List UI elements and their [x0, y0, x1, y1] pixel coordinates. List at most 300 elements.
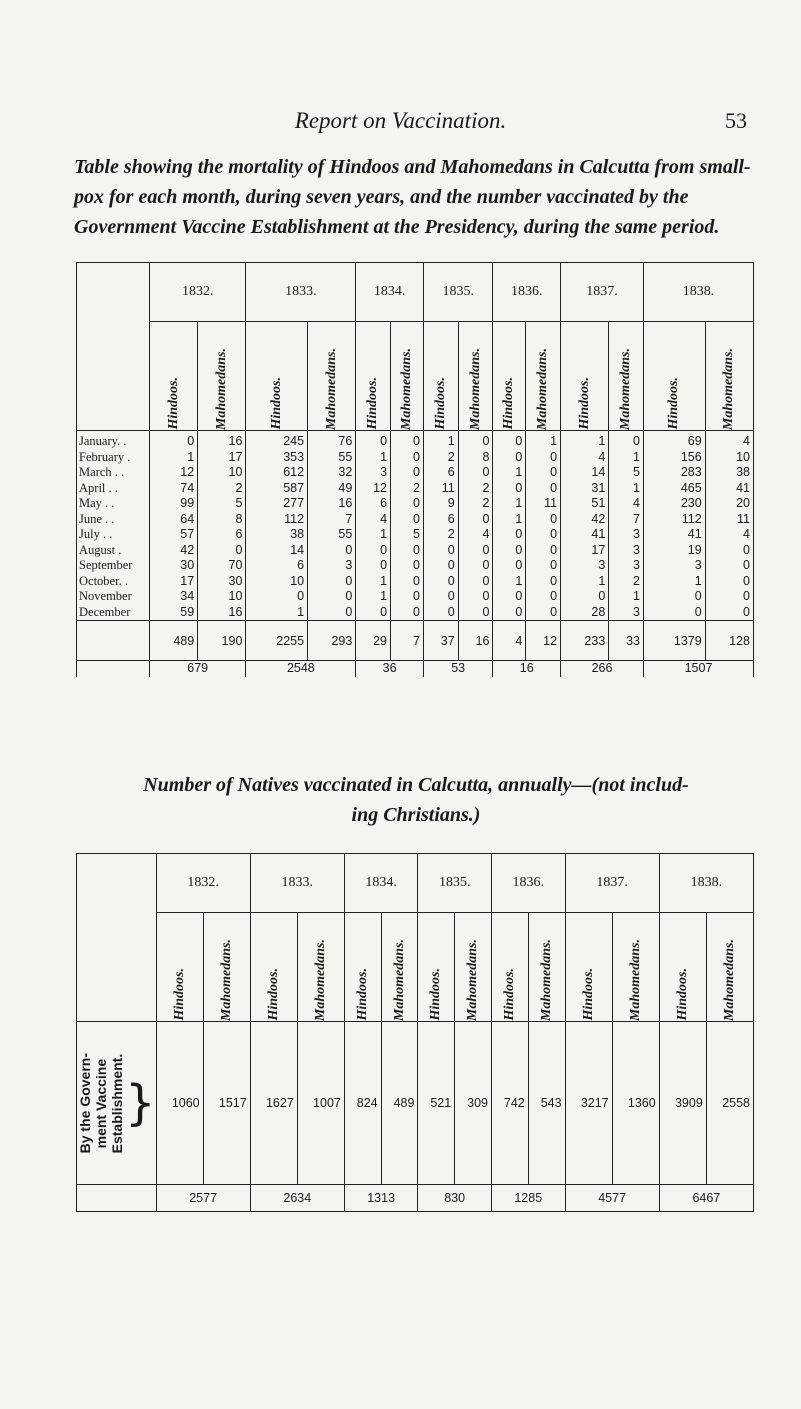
hindoos-header: [423, 322, 458, 431]
table-cell: 12: [150, 465, 198, 481]
year-header: 1833.: [250, 854, 344, 913]
grand-total-cell: 830: [418, 1185, 492, 1212]
table-cell: 3: [561, 558, 609, 574]
grand-total-cell: 2577: [156, 1185, 250, 1212]
subheader-label: Hindoos.: [576, 377, 592, 430]
table-cell: 17: [198, 450, 246, 466]
subheader-label: Mahomedans.: [467, 347, 483, 430]
table-row: [77, 543, 754, 559]
table-cell: 0: [198, 543, 246, 559]
vaccination-table: [76, 853, 754, 1212]
table-cell: 230: [644, 496, 706, 512]
table-cell: 0: [526, 465, 561, 481]
table-cell: 3: [356, 465, 391, 481]
table-cell: 1: [493, 574, 526, 590]
mahomedans-header: [198, 322, 246, 431]
page-number: 53: [725, 108, 747, 133]
table-cell: 2: [458, 496, 493, 512]
table-cell: 0: [458, 543, 493, 559]
year-header: 1832.: [156, 854, 250, 913]
table-cell: 3: [609, 527, 644, 543]
table-cell: 4: [705, 431, 753, 450]
table-cell: 742: [491, 1022, 528, 1185]
table-cell: 0: [458, 589, 493, 605]
table-cell: 1: [561, 431, 609, 450]
mahomedans-header: [391, 322, 424, 431]
grand-total-cell: 53: [423, 661, 492, 677]
grand-totals-label: [77, 1185, 157, 1212]
subheader-label: Hindoos.: [674, 968, 690, 1021]
table-cell: 489: [381, 1022, 418, 1185]
table-cell: 0: [493, 431, 526, 450]
table-cell: 0: [609, 431, 644, 450]
table-cell: 2: [423, 527, 458, 543]
table-cell: 112: [644, 512, 706, 528]
table-cell: 0: [308, 543, 356, 559]
month-label: November: [77, 589, 150, 605]
hindoos-header: [561, 322, 609, 431]
table-cell: 156: [644, 450, 706, 466]
table-cell: 51: [561, 496, 609, 512]
table-cell: 1: [561, 574, 609, 590]
mahomedans-header: [297, 913, 344, 1022]
table-cell: 76: [308, 431, 356, 450]
table-cell: 41: [561, 527, 609, 543]
year-header: 1833.: [246, 263, 356, 322]
month-label: August .: [77, 543, 150, 559]
table-cell: 8: [458, 450, 493, 466]
table-cell: 277: [246, 496, 308, 512]
table-cell: 30: [198, 574, 246, 590]
year-header: 1838.: [644, 263, 754, 322]
table-cell: 824: [344, 1022, 381, 1185]
table-cell: 3: [609, 543, 644, 559]
table-cell: 0: [705, 574, 753, 590]
vaccinated-row: [77, 1022, 754, 1185]
total-cell: 7: [391, 621, 424, 661]
table-cell: 2: [423, 450, 458, 466]
table-cell: 6: [198, 527, 246, 543]
month-label: May . .: [77, 496, 150, 512]
table-cell: 7: [609, 512, 644, 528]
table-cell: 11: [423, 481, 458, 497]
hindoos-header: [246, 322, 308, 431]
table-cell: 0: [458, 465, 493, 481]
table2-caption: [76, 770, 756, 830]
table-cell: 49: [308, 481, 356, 497]
total-cell: 489: [150, 621, 198, 661]
mahomedans-header: [705, 322, 753, 431]
year-header: 1832.: [150, 263, 246, 322]
grand-total-cell: 1507: [644, 661, 754, 677]
subheader-row: [77, 322, 754, 431]
table-cell: 0: [526, 450, 561, 466]
totals-label: [77, 621, 150, 661]
mahomedans-header: [458, 322, 493, 431]
table-cell: 465: [644, 481, 706, 497]
table-cell: 30: [150, 558, 198, 574]
table-cell: 0: [526, 605, 561, 621]
table-cell: 0: [308, 574, 356, 590]
table-cell: 1: [493, 465, 526, 481]
subheader-label: Mahomedans.: [627, 938, 643, 1021]
month-label: March . .: [77, 465, 150, 481]
subheader-label: Mahomedans.: [538, 938, 554, 1021]
table-cell: 309: [455, 1022, 492, 1185]
table-cell: 0: [150, 431, 198, 450]
subheader-label: Hindoos.: [501, 377, 517, 430]
total-cell: 4: [493, 621, 526, 661]
table-cell: 0: [458, 431, 493, 450]
table-cell: 6: [246, 558, 308, 574]
table-cell: 0: [705, 589, 753, 605]
table-cell: 9: [423, 496, 458, 512]
table1-caption: Table showing the mortality of Hindoos and Mahomedans in Calcutta from small-pox for each month, during seven years, and the number vaccinated by the Government Vaccine Establishment at the Presidency, during the same period.: [74, 156, 751, 238]
month-label: February .: [77, 450, 150, 466]
table-row: [77, 496, 754, 512]
table-cell: 283: [644, 465, 706, 481]
subheader-label: Hindoos.: [580, 968, 596, 1021]
table-cell: 0: [391, 605, 424, 621]
table-cell: 1627: [250, 1022, 297, 1185]
table-cell: 16: [198, 431, 246, 450]
table-row: [77, 450, 754, 466]
table-cell: 1: [150, 450, 198, 466]
month-label: April . .: [77, 481, 150, 497]
table-cell: 0: [526, 589, 561, 605]
table-cell: 10: [246, 574, 308, 590]
table-cell: 0: [705, 605, 753, 621]
table-cell: 112: [246, 512, 308, 528]
subheader-label: Hindoos.: [501, 968, 517, 1021]
subheader-label: Mahomedans.: [721, 347, 737, 430]
year-header: 1836.: [491, 854, 565, 913]
table2-caption-line1: Number of Natives vaccinated in Calcutta, annually—(not includ-: [143, 774, 689, 796]
table-row: [77, 589, 754, 605]
table-cell: 0: [308, 605, 356, 621]
hindoos-header: [491, 913, 528, 1022]
table-cell: 5: [391, 527, 424, 543]
table-cell: 612: [246, 465, 308, 481]
table-cell: 12: [356, 481, 391, 497]
table-cell: 14: [561, 465, 609, 481]
table-cell: 1060: [156, 1022, 203, 1185]
mahomedans-header: [308, 322, 356, 431]
mahomedans-header: [526, 322, 561, 431]
mortality-table: [76, 262, 754, 677]
table-cell: 1007: [297, 1022, 344, 1185]
grand-total-cell: 266: [561, 661, 644, 677]
total-cell: 1379: [644, 621, 706, 661]
table-cell: 0: [458, 574, 493, 590]
hindoos-header: [150, 322, 198, 431]
month-label: October. .: [77, 574, 150, 590]
table-cell: 0: [391, 431, 424, 450]
table-cell: 41: [705, 481, 753, 497]
table-cell: 6: [423, 512, 458, 528]
mahomedans-header: [706, 913, 753, 1022]
hindoos-header: [493, 322, 526, 431]
subheader-label: Hindoos.: [428, 968, 444, 1021]
grand-total-cell: 2548: [246, 661, 356, 677]
table-cell: 3: [609, 558, 644, 574]
hindoos-header: [565, 913, 612, 1022]
table-cell: 0: [391, 512, 424, 528]
table-cell: 2: [609, 574, 644, 590]
table-cell: 1517: [203, 1022, 250, 1185]
table-cell: 69: [644, 431, 706, 450]
table-cell: 32: [308, 465, 356, 481]
table-cell: 0: [356, 431, 391, 450]
table-cell: 0: [458, 605, 493, 621]
table-cell: 0: [493, 543, 526, 559]
table-cell: 0: [644, 589, 706, 605]
table-cell: 1: [526, 431, 561, 450]
table-cell: 57: [150, 527, 198, 543]
table-cell: 0: [391, 574, 424, 590]
table-cell: 0: [526, 558, 561, 574]
table-cell: 42: [561, 512, 609, 528]
table2-caption-line2: ing Christians.): [351, 804, 481, 826]
year-header-row: [77, 854, 754, 913]
year-header-row: [77, 263, 754, 322]
table-cell: 1: [609, 481, 644, 497]
table-cell: 0: [526, 574, 561, 590]
table-cell: 28: [561, 605, 609, 621]
table-cell: 0: [391, 589, 424, 605]
subheader-label: Mahomedans.: [465, 938, 481, 1021]
table-cell: 11: [705, 512, 753, 528]
total-cell: 128: [705, 621, 753, 661]
table-cell: 38: [246, 527, 308, 543]
table-cell: 1: [356, 527, 391, 543]
table-cell: 0: [391, 450, 424, 466]
subheader-label: Mahomedans.: [312, 938, 328, 1021]
table-cell: 4: [356, 512, 391, 528]
total-cell: 233: [561, 621, 609, 661]
year-header: 1834.: [344, 854, 418, 913]
table-cell: 0: [526, 481, 561, 497]
table-cell: 0: [391, 465, 424, 481]
hindoos-header: [156, 913, 203, 1022]
month-label: December: [77, 605, 150, 621]
table-cell: 99: [150, 496, 198, 512]
table-cell: 0: [308, 589, 356, 605]
table-cell: 1: [423, 431, 458, 450]
table-cell: 11: [526, 496, 561, 512]
table-cell: 0: [458, 558, 493, 574]
totals-row: [77, 621, 754, 661]
table-cell: 0: [493, 558, 526, 574]
table-cell: 0: [493, 589, 526, 605]
table-cell: 0: [493, 527, 526, 543]
subheader-label: Mahomedans.: [213, 347, 229, 430]
table-cell: 7: [308, 512, 356, 528]
year-header: 1837.: [561, 263, 644, 322]
year-header: 1836.: [493, 263, 561, 322]
table-cell: 14: [246, 543, 308, 559]
mahomedans-header: [455, 913, 492, 1022]
table-cell: 1: [356, 589, 391, 605]
table-cell: 0: [644, 605, 706, 621]
table-cell: 17: [561, 543, 609, 559]
table-cell: 6: [356, 496, 391, 512]
year-header: 1834.: [356, 263, 424, 322]
total-cell: 12: [526, 621, 561, 661]
hindoos-header: [356, 322, 391, 431]
table-row: [77, 481, 754, 497]
table-cell: 0: [423, 558, 458, 574]
table-cell: 0: [705, 558, 753, 574]
table-cell: 5: [198, 496, 246, 512]
table-cell: 0: [526, 512, 561, 528]
table-row: [77, 527, 754, 543]
subheader-label: Hindoos.: [171, 968, 187, 1021]
table-cell: 16: [198, 605, 246, 621]
table-cell: 0: [458, 512, 493, 528]
table-cell: 0: [423, 543, 458, 559]
table-cell: 245: [246, 431, 308, 450]
subheader-label: Hindoos.: [365, 377, 381, 430]
table-cell: 3: [644, 558, 706, 574]
table-cell: 16: [308, 496, 356, 512]
running-title: Report on Vaccination.: [294, 108, 507, 133]
table-cell: 2: [391, 481, 424, 497]
subheader-label: Hindoos.: [165, 377, 181, 430]
table-cell: 0: [423, 605, 458, 621]
table-cell: 3217: [565, 1022, 612, 1185]
grand-total-cell: 16: [493, 661, 561, 677]
table-cell: 74: [150, 481, 198, 497]
table-cell: 2558: [706, 1022, 753, 1185]
table-cell: 59: [150, 605, 198, 621]
table-row: [77, 574, 754, 590]
table-cell: 0: [493, 605, 526, 621]
table-cell: 1: [609, 450, 644, 466]
subheader-label: Mahomedans.: [323, 347, 339, 430]
table-cell: 19: [644, 543, 706, 559]
table-cell: 2: [198, 481, 246, 497]
total-cell: 190: [198, 621, 246, 661]
grand-total-cell: 6467: [659, 1185, 753, 1212]
month-label: September: [77, 558, 150, 574]
table-row: [77, 558, 754, 574]
table-cell: 0: [705, 543, 753, 559]
total-cell: 33: [609, 621, 644, 661]
table-cell: 1: [246, 605, 308, 621]
table-cell: 8: [198, 512, 246, 528]
grand-total-cell: 679: [150, 661, 246, 677]
table-cell: 34: [150, 589, 198, 605]
establishment-label: By the Govern- ment Vaccine Establishment.: [77, 1052, 125, 1154]
grand-totals-label: [77, 661, 150, 677]
table-cell: 3: [609, 605, 644, 621]
establishment-label-cell: [77, 1022, 157, 1185]
table-cell: 10: [705, 450, 753, 466]
table-cell: 4: [705, 527, 753, 543]
table-cell: 0: [493, 450, 526, 466]
table-cell: 0: [561, 589, 609, 605]
table-cell: 521: [418, 1022, 455, 1185]
grand-total-cell: 4577: [565, 1185, 659, 1212]
subheader-label: Mahomedans.: [391, 938, 407, 1021]
mahomedans-header: [528, 913, 565, 1022]
table-cell: 17: [150, 574, 198, 590]
month-label: January. .: [77, 431, 150, 450]
grand-total-cell: 36: [356, 661, 424, 677]
table-cell: 2: [458, 481, 493, 497]
year-header: 1835.: [418, 854, 492, 913]
year-header: 1837.: [565, 854, 659, 913]
grand-total-cell: 1285: [491, 1185, 565, 1212]
table-cell: 1: [356, 574, 391, 590]
table-cell: 42: [150, 543, 198, 559]
table-cell: 3909: [659, 1022, 706, 1185]
table-row: [77, 605, 754, 621]
table-cell: 38: [705, 465, 753, 481]
table-cell: 1: [644, 574, 706, 590]
table-cell: 1: [609, 589, 644, 605]
total-cell: 29: [356, 621, 391, 661]
table-cell: 55: [308, 450, 356, 466]
subheader-label: Hindoos.: [666, 377, 682, 430]
table-cell: 0: [423, 574, 458, 590]
grand-total-cell: 2634: [250, 1185, 344, 1212]
table-cell: 6: [423, 465, 458, 481]
subheader-label: Hindoos.: [354, 968, 370, 1021]
grand-totals-row: [77, 1185, 754, 1212]
table-cell: 10: [198, 465, 246, 481]
mahomedans-header: [612, 913, 659, 1022]
table-cell: 0: [391, 496, 424, 512]
subheader-label: Mahomedans.: [618, 347, 634, 430]
label-column-header: [77, 854, 157, 1022]
table-cell: 10: [198, 589, 246, 605]
subheader-label: Hindoos.: [432, 377, 448, 430]
table-cell: 543: [528, 1022, 565, 1185]
table-cell: 353: [246, 450, 308, 466]
table-cell: 4: [609, 496, 644, 512]
subheader-label: Mahomedans.: [398, 347, 414, 430]
brace-icon: }: [125, 1074, 156, 1131]
table-cell: 4: [561, 450, 609, 466]
table-cell: 4: [458, 527, 493, 543]
year-header: 1838.: [659, 854, 753, 913]
year-header: 1835.: [423, 263, 492, 322]
table-cell: 70: [198, 558, 246, 574]
table-cell: 20: [705, 496, 753, 512]
table-cell: 1: [493, 512, 526, 528]
grand-total-cell: 1313: [344, 1185, 418, 1212]
total-cell: 293: [308, 621, 356, 661]
subheader-label: Hindoos.: [265, 968, 281, 1021]
mahomedans-header: [381, 913, 418, 1022]
table-cell: 0: [246, 589, 308, 605]
total-cell: 2255: [246, 621, 308, 661]
table-cell: 0: [356, 543, 391, 559]
table-cell: 5: [609, 465, 644, 481]
subheader-label: Mahomedans.: [721, 938, 737, 1021]
hindoos-header: [644, 322, 706, 431]
month-column-header: [77, 263, 150, 431]
table-row: [77, 465, 754, 481]
table-cell: 0: [526, 527, 561, 543]
total-cell: 16: [458, 621, 493, 661]
hindoos-header: [344, 913, 381, 1022]
grand-totals-row: [77, 661, 754, 677]
table-row: [77, 512, 754, 528]
table-cell: 41: [644, 527, 706, 543]
